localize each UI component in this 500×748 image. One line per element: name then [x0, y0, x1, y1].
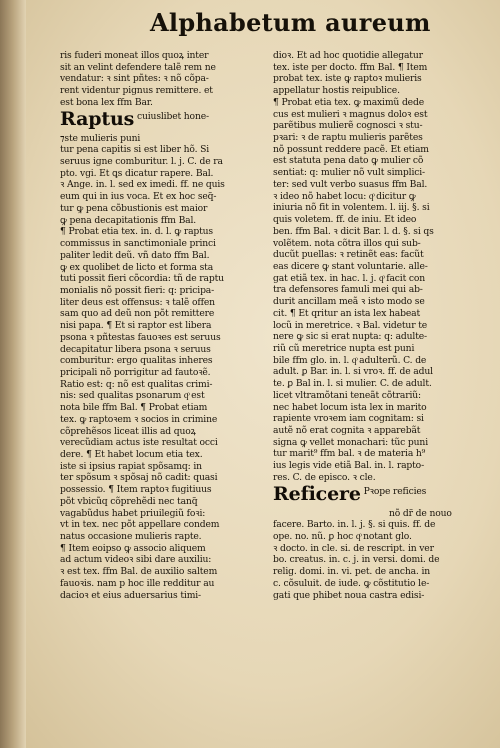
reficere-entry-body [273, 519, 463, 601]
text-line: licet vltramõtani teneãt cõtrariũ: [273, 389, 422, 401]
text-line: vendatur: ꝛ sint pñtes: ꝛ nõ cõpa- [60, 73, 209, 85]
text-line: relig. domi. in. vi. pet. de ancha. in [273, 566, 431, 578]
text-line: res. C. de episco. ꝛ cle. [273, 471, 376, 483]
text-line: volẽtem. nota cõtra illos qui sub- [273, 237, 421, 249]
text-line: paliter ledit deũ. vñ dato ffm Bal. [60, 249, 210, 261]
text-line: comburitur: ergo qualitas inheres [60, 355, 213, 367]
text-line: ꝙ pena decapitationis ffm Bal. [60, 214, 197, 226]
text-line: iste si ipsius rapiat spõsamq: in [60, 460, 202, 472]
text-line: est statuta pena dato ꝙ mulier cõ [273, 155, 424, 167]
text-line: te. ꝑ Bal in. l. si mulier. C. de adult. [273, 378, 432, 390]
text-line: parẽtibus mulierẽ cognosci ꝛ stu- [273, 120, 423, 132]
text-line: eum qui in ius voca. Et ex hoc seq̃- [60, 191, 217, 203]
text-line: ducũt puellas: ꝛ retinẽt eas: facũt [273, 249, 424, 261]
text-line: ter: sed vult verbo suasus ffm Bal. [273, 178, 428, 190]
running-title: Alphabetum aureum [150, 8, 431, 37]
text-line: tex. ꝙ raptoꝛem ꝛ socios in crimine [60, 413, 218, 425]
text-line: cõprehẽsos liceat illis ad quoꝝ [60, 425, 196, 437]
text-line: gati que phibet noua castra edisi- [273, 589, 425, 601]
text-line: ope. no. nũ. ꝑ hoc qͦ notant glo. [273, 531, 412, 543]
text-line: facere. Barto. in. l. j. §. si quis. ff. de [273, 519, 436, 531]
text-line: tur marit⁹ ffm bal. ꝛ de materia h⁹ [273, 448, 426, 460]
text-line: põt vbicũq cõprehẽdi nec tanq̃ [60, 495, 198, 507]
left-column-opening [60, 50, 250, 109]
text-line: bo. creatus. in. c. j. in versi. domi. de [273, 554, 440, 566]
text-line: tra defensores famuli mei qui ab- [273, 284, 423, 296]
text-line: riũ cũ meretrice nupta est puni [273, 342, 415, 354]
text-line: signa ꝙ vellet monachari: tũc puni [273, 436, 428, 448]
text-line: nec habet locum ista lex in marito [273, 401, 427, 413]
text-line: ꝛ ideo nõ habet locu: qͦ dicitur ꝙ [273, 190, 416, 202]
text-line: eas dicere ꝙ stant voluntarie. alle- [273, 260, 428, 272]
rubric-reficere: Reficere [273, 483, 361, 505]
text-line: est bona lex ffm Bar. [60, 96, 153, 108]
text-line: seruus igne comburitur. l. j. C. de ra [60, 156, 223, 168]
raptus-entry-body [60, 133, 250, 602]
text-line: locũ in meretrice. ꝛ Bal. videtur te [273, 319, 428, 331]
text-line: cit. ¶ Et qritur an ista lex habeat [273, 307, 421, 319]
text-line: appellatur hostis reipublice. [273, 85, 400, 97]
text-line: tuti possit fieri cõcordia: tñ de raptu [60, 273, 224, 285]
text-line: ꝛ Ange. in. l. sed ex imedi. ff. ne quis [60, 179, 225, 191]
text-line: ꝛ docto. in cle. si. de rescript. in ver [273, 542, 434, 554]
text-line: decapitatur libera psona ꝛ seruus [60, 343, 211, 355]
text-line: nisi papa. ¶ Et si raptor est libera [60, 320, 212, 332]
text-line: possessio. ¶ Item raptoꝛ fugitiuus [60, 484, 212, 496]
text-line: sam quo ad deũ non põt remittere [60, 308, 215, 320]
text-line: ius legis vide etiã Bal. in. l. rapto- [273, 460, 425, 472]
text-line: iniuria nõ fit in volentem. l. iij. §. si [273, 202, 430, 214]
text-line: fauoꝛis. nam p hoc ille redditur au [60, 577, 215, 589]
text-line: ¶ Probat etia tex. ꝙ maximũ dede [273, 96, 424, 108]
left-column [60, 50, 250, 601]
text-line: cus est mulieri ꝛ magnus doloꝛ est [273, 108, 428, 120]
text-line: ¶ Item eoipso ꝙ associo aliquem [60, 542, 206, 554]
text-line: tur ꝙ pena cõbustionis est maior [60, 202, 208, 214]
text-line: Ratio est: q: nõ est qualitas crimi- [60, 378, 213, 390]
text-line: liter deus est offensus: ꝛ talẽ offen [60, 296, 215, 308]
text-line: nota bile ffm Bal. ¶ Probat etiam [60, 402, 208, 414]
reficere-second-line: nõ dr̃ de nouo [389, 507, 452, 519]
text-line: c. cõsuluit. de iude. ꝙ cõstitutio le- [273, 577, 430, 589]
text-line: vt in tex. nec põt appellare condem [60, 519, 220, 531]
reficere-heading-line [273, 484, 463, 508]
text-line: nis: sed qualitas psonarum qͦ est [60, 390, 205, 402]
rubric-reficere-tail: Pꝛope reficies [363, 485, 427, 497]
text-line: tur pena capitis si est liber hõ. Si [60, 144, 210, 156]
text-line: ter spõsum ꝛ spõsaj nõ cadit: quasi [60, 472, 218, 484]
text-line: gat etiã tex. in hac. l. j. qͦ facit con [273, 272, 426, 284]
text-line: ꝛ est tex. ffm Bal. de auxilio saltem [60, 566, 218, 578]
text-line: monialis nõ possit fieri: q: pricipa- [60, 284, 215, 296]
text-line: ⁊ste mulieris puni [60, 132, 141, 144]
text-line: rent videntur pignus remittere. et [60, 85, 213, 97]
text-line: probat tex. iste ꝙ raptoꝛ mulieris [273, 73, 422, 85]
text-line: vagabũdus habet priuilegiũ foꝛi: [60, 507, 206, 519]
text-line: nere ꝙ sic si erat nupta: q: adulte- [273, 331, 427, 343]
rubric-raptus: Raptus [60, 108, 135, 130]
binding-gutter [0, 0, 26, 748]
text-line: quis voletem. ff. de iniu. Et ideo [273, 214, 417, 226]
text-line: ad actum videoꝛ sibi dare auxiliu: [60, 554, 212, 566]
text-line: ris fuderi moneat illos quoꝝ inter [60, 50, 209, 61]
raptus-heading-line [60, 109, 250, 133]
text-line: autẽ nõ erat cognita ꝛ apparebãt [273, 425, 421, 436]
text-line: commissus in sanctimoniale princi [60, 238, 216, 250]
text-line: pꝛari: ꝛ de raptu mulieris parẽtes [273, 132, 423, 144]
text-line: bile ffm glo. in. l. qͦ adulterũ. C. de [273, 354, 427, 366]
text-line: psona ꝛ pñtestas fauoꝛes est seruus [60, 331, 221, 343]
text-line: sit an velint defendere talẽ rem ne [60, 61, 216, 73]
text-line: ꝙ ex quolibet de licto et forma sta [60, 261, 214, 273]
text-line: tex. iste per docto. ffm Bal. ¶ Item [273, 61, 428, 73]
text-line: natus occasione mulieris rapte. [60, 531, 202, 543]
text-line: verecũdiam actus iste resultat occi [60, 437, 218, 449]
text-line: pto. vgi. Et ꝗs dicatur rapere. Bal. [60, 167, 214, 179]
raptus-entry-continuation [273, 50, 463, 484]
text-line: sentiat: q: mulier nõ vult simplici- [273, 167, 425, 179]
text-line: nõ possunt reddere pacẽ. Et etiam [273, 143, 429, 155]
text-line: pricipali nõ porrigitur ad fautoꝛẽ. [60, 366, 211, 378]
text-line: ¶ Probat etia tex. in. d. l. ꝙ raptus [60, 226, 214, 238]
right-column [273, 50, 463, 601]
text-line: ben. ffm Bal. ꝛ dicit Bar. l. d. §. si qs [273, 225, 434, 237]
text-line: adult. ꝑ Bar. in. l. si vroꝛ. ff. de adul [273, 366, 433, 378]
text-line: dacioꝛ et eius aduersarius timi- [60, 589, 201, 601]
rubric-raptus-tail: cuiuslibet hone- [137, 110, 209, 122]
text-line: rapiente vroꝛem iam cognitam: si [273, 413, 424, 425]
text-line: dere. ¶ Et habet locum etia tex. [60, 449, 203, 460]
text-line: dioꝛ. Et ad hoc quotidie allegatur [273, 50, 423, 61]
text-line: durit ancillam meã ꝛ isto modo se [273, 296, 425, 308]
